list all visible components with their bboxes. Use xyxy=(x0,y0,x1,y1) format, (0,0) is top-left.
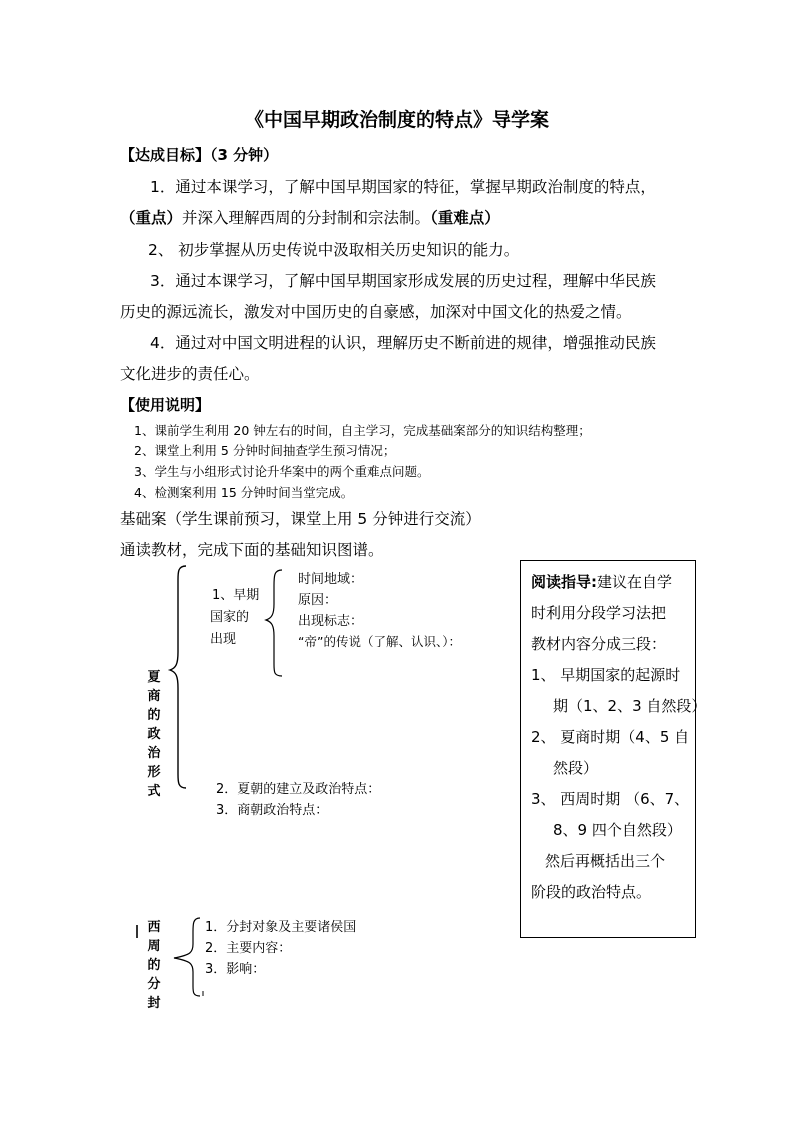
goal-1-line-1: 1．通过本课学习，了解中国早期国家的特征，掌握早期政治制度的特点， xyxy=(150,178,656,196)
goal-1-line-2: （重点）并深入理解西周的分封制和宗法制。（重难点） xyxy=(120,209,500,227)
early-state-label-3: 出现 xyxy=(210,632,237,647)
basis-header: 基础案（学生课前预习，课堂上用 5 分钟进行交流） xyxy=(120,510,481,528)
early-state-item-reason: 原因： xyxy=(298,593,338,608)
reading-guide-box: 阅读指导:建议在自学 时利用分段学习法把 教材内容分成三段： 1、 早期国家的起源时 期（1、2、3 自然段） 2、 夏商时期（4、5 自 然段） 3、 西周时期 （6、7、 8、9 四个自然段） 然后再概括出三个 阶段的政治特点。 xyxy=(520,560,696,938)
key-point-tag: （重点） xyxy=(120,209,183,227)
zhou-item-1: 1．分封对象及主要诸侯国 xyxy=(205,920,357,935)
zhou-item-3: 3．影响： xyxy=(205,962,266,977)
usage-item-1: 1、课前学生利用 20 钟左右的时间，自主学习，完成基础案部分的知识结构整理； xyxy=(134,423,591,438)
goal-3-line-2: 历史的源远流长，激发对中国历史的自豪感，加深对中国文化的热爱之情。 xyxy=(120,303,632,321)
usage-item-2: 2、课堂上利用 5 分钟时间抽查学生预习情况； xyxy=(134,443,396,458)
difficulty-tag: （重难点） xyxy=(430,209,500,227)
goals-header: 【达成目标】（3 分钟） xyxy=(120,146,279,164)
usage-item-4: 4、检测案利用 15 分钟时间当堂完成。 xyxy=(134,485,354,500)
reading-guide-line: 1、 早期国家的起源时 xyxy=(531,666,681,684)
page-title: 《中国早期政治制度的特点》导学案 xyxy=(244,109,549,131)
usage-item-3: 3、学生与小组形式讨论升华案中的两个重难点问题。 xyxy=(134,464,430,479)
early-state-item-sign: 出现标志： xyxy=(298,614,364,629)
reading-guide-line: 阶段的政治特点。 xyxy=(531,883,652,901)
western-zhou-label: 西 周 的 分 封 xyxy=(147,920,161,1011)
xia-item: 2．夏朝的建立及政治特点： xyxy=(216,782,381,797)
shang-item: 3．商朝政治特点： xyxy=(216,803,329,818)
early-state-item-time: 时间地域： xyxy=(298,572,364,587)
di-legend-item: “帝”的传说（了解、认识、）： xyxy=(298,634,461,649)
reading-guide-title: 阅读指导: xyxy=(531,573,597,591)
basis-intro: 通读教材，完成下面的基础知识图谱。 xyxy=(120,541,384,559)
goal-3-line-1: 3．通过本课学习，了解中国早期国家形成发展的历史过程，理解中华民族 xyxy=(150,272,656,290)
goal-4-line-1: 4．通过对中国文明进程的认识，理解历史不断前进的规律，增强推动民族 xyxy=(150,334,656,352)
xia-shang-label: 夏 商 的 政 治 形 式 xyxy=(147,670,161,799)
reading-guide-line: 然后再概括出三个 xyxy=(545,852,666,870)
reading-guide-line: 期（1、2、3 自然段） xyxy=(553,697,707,715)
early-state-label-1: 1、早期 xyxy=(212,588,260,603)
reading-guide-line: 教材内容分成三段： xyxy=(531,635,667,653)
reading-guide-line: 3、 西周时期 （6、7、 xyxy=(531,790,690,808)
reading-guide-line: 时利用分段学习法把 xyxy=(531,604,667,622)
goal-2: 2、 初步掌握从历史传说中汲取相关历史知识的能力。 xyxy=(148,241,520,259)
zhou-item-2: 2．主要内容： xyxy=(205,941,292,956)
early-state-label-2: 国家的 xyxy=(210,610,250,625)
reading-guide-line: 8、9 四个自然段） xyxy=(553,821,682,839)
goal-4-line-2: 文化进步的责任心。 xyxy=(120,365,260,383)
reading-guide-line: 2、 夏商时期（4、5 自 xyxy=(531,728,690,746)
usage-header: 【使用说明】 xyxy=(120,396,211,414)
reading-guide-line: 然段） xyxy=(553,759,599,777)
